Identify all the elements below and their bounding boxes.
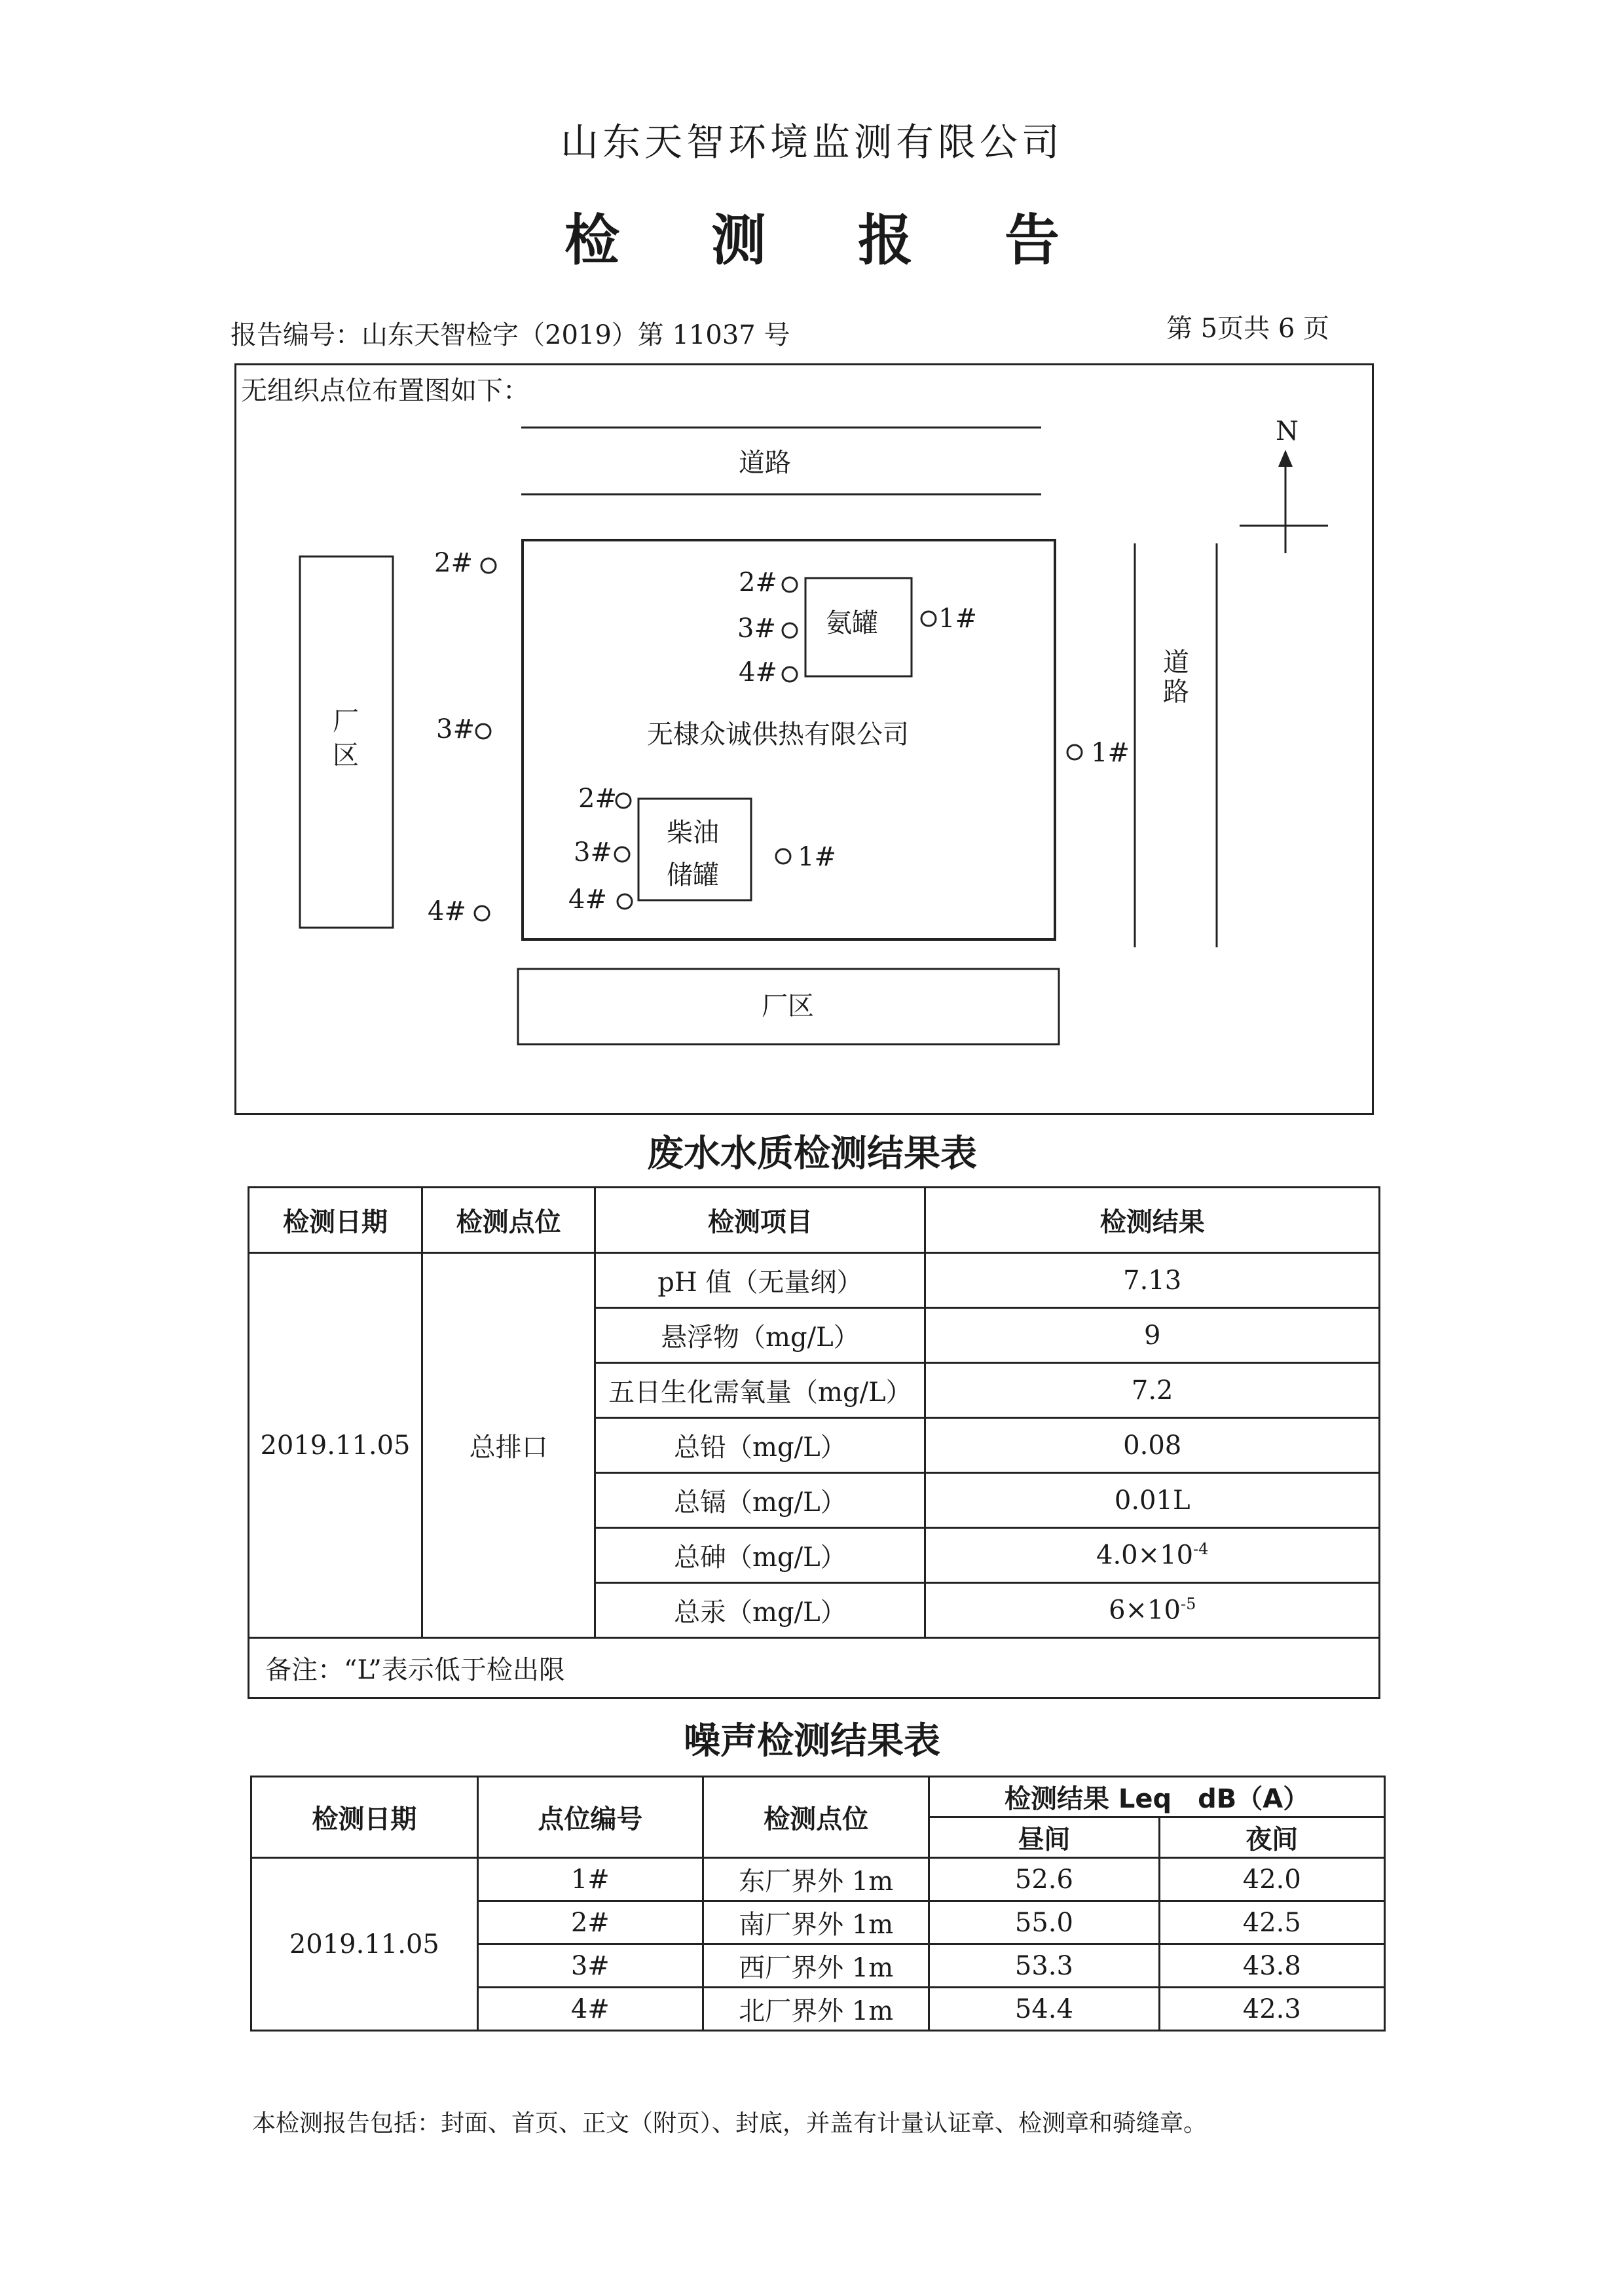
point-site: 北厂界外 1m — [703, 1988, 929, 2031]
title-char: 检 — [564, 208, 619, 272]
point-label: 3# — [574, 837, 612, 867]
ammonia-tank-label: 氨罐 — [826, 608, 878, 638]
sampling-point-icon — [776, 849, 790, 864]
test-item: 总汞（mg/L） — [595, 1583, 925, 1638]
exponent: -5 — [1180, 1595, 1196, 1614]
night-value: 43.8 — [1159, 1944, 1384, 1988]
point-label: 4# — [739, 657, 777, 687]
point-no: 2# — [477, 1901, 703, 1944]
test-item: pH 值（无量纲） — [595, 1253, 925, 1308]
point-no: 3# — [477, 1944, 703, 1988]
sampling-point-icon — [921, 611, 936, 626]
sampling-point-icon — [1067, 745, 1082, 759]
sampling-point-icon — [481, 558, 496, 573]
day-value: 53.3 — [929, 1944, 1159, 1988]
sampling-point-icon — [475, 906, 489, 920]
point-site: 南厂界外 1m — [703, 1901, 929, 1944]
test-item: 总砷（mg/L） — [595, 1528, 925, 1583]
report-title — [0, 196, 1624, 276]
test-result: $6\times 10^{-5}$ — [925, 1583, 1380, 1638]
col-header: 检测点位 — [422, 1188, 595, 1253]
sampling-point-icon — [615, 847, 629, 862]
title-char: 测 — [710, 208, 766, 272]
factory-label-west: 厂 — [333, 706, 359, 737]
sampling-point-icon — [618, 894, 632, 909]
factory-label-south: 厂区 — [762, 991, 814, 1021]
col-header-day: 昼间 — [929, 1817, 1159, 1858]
point-label: 3# — [436, 714, 475, 744]
test-item: 五日生化需氧量（mg/L） — [595, 1363, 925, 1418]
test-result: 9 — [925, 1308, 1380, 1363]
sample-date: 2019.11.05 — [251, 1858, 478, 2031]
north-arrowhead-icon — [1278, 450, 1293, 467]
page-number: 第 5页共 6 页 — [1166, 314, 1329, 344]
night-value: 42.3 — [1159, 1988, 1384, 2031]
test-item: 总镉（mg/L） — [595, 1473, 925, 1528]
company-label: 无棣众诚供热有限公司 — [647, 720, 909, 750]
test-result: $4.0\times 10^{-4}$ — [925, 1528, 1380, 1583]
road-top-label: 道路 — [739, 448, 791, 478]
sample-site: 总排口 — [422, 1253, 595, 1638]
diagram-caption: 无组织点位布置图如下： — [241, 376, 529, 406]
sampling-point-icon — [783, 577, 797, 592]
point-site: 东厂界外 1m — [703, 1858, 929, 1901]
point-label: 4# — [568, 884, 607, 915]
point-label: 4# — [428, 896, 466, 926]
col-header: 检测点位 — [703, 1777, 929, 1858]
sample-date: 2019.11.05 — [249, 1253, 422, 1638]
site-layout-diagram — [234, 363, 1374, 1115]
sampling-point-icon — [783, 667, 797, 682]
footer-note: 本检测报告包括：封面、首页、正文（附页）、封底，并盖有计量认证章、检测章和骑缝章。 — [252, 2110, 1208, 2137]
diesel-tank-label: 柴油 — [667, 818, 719, 848]
col-header: 检测日期 — [251, 1777, 478, 1858]
exponent: -4 — [1193, 1540, 1209, 1559]
col-header: 检测结果 — [925, 1188, 1380, 1253]
noise-table-title: 噪声检测结果表 — [684, 1720, 940, 1762]
point-label: 2# — [434, 548, 473, 578]
title-char: 报 — [858, 208, 913, 272]
company-name: 山东天智环境监测有限公司 — [560, 120, 1063, 164]
report-number: 报告编号：山东天智检字（2019）第 11037 号 — [231, 320, 790, 350]
point-label: 2# — [578, 784, 617, 814]
point-label: 3# — [737, 613, 776, 644]
point-label: 1# — [938, 604, 977, 634]
test-result: 0.01L — [925, 1473, 1380, 1528]
col-header: 点位编号 — [477, 1777, 703, 1858]
point-label: 1# — [1091, 738, 1130, 768]
test-item: 总铅（mg/L） — [595, 1418, 925, 1473]
col-header: 检测日期 — [249, 1188, 422, 1253]
sampling-point-icon — [783, 623, 797, 638]
svg-text:路: 路 — [1163, 677, 1189, 707]
test-result: 7.13 — [925, 1253, 1380, 1308]
col-header-night: 夜间 — [1159, 1817, 1384, 1858]
night-value: 42.0 — [1159, 1858, 1384, 1901]
remark: 备注：“L”表示低于检出限 — [249, 1638, 1380, 1698]
day-value: 52.6 — [929, 1858, 1159, 1901]
point-site: 西厂界外 1m — [703, 1944, 929, 1988]
road-right-label: 道 — [1163, 647, 1189, 678]
day-value: 55.0 — [929, 1901, 1159, 1944]
point-label: 2# — [739, 568, 777, 598]
sampling-point-icon — [476, 724, 490, 738]
sampling-point-icon — [616, 793, 631, 808]
test-result: 7.2 — [925, 1363, 1380, 1418]
svg-text:储罐: 储罐 — [667, 860, 719, 890]
night-value: 42.5 — [1159, 1901, 1384, 1944]
wastewater-table-title: 废水水质检测结果表 — [647, 1133, 977, 1175]
noise-table — [250, 1776, 1386, 2032]
svg-text:区: 区 — [333, 740, 359, 771]
test-item: 悬浮物（mg/L） — [595, 1308, 925, 1363]
point-no: 1# — [477, 1858, 703, 1901]
col-header: 检测项目 — [595, 1188, 925, 1253]
day-value: 54.4 — [929, 1988, 1159, 2031]
title-char: 告 — [1005, 208, 1060, 272]
test-result: 0.08 — [925, 1418, 1380, 1473]
north-label: N — [1276, 416, 1299, 446]
point-no: 4# — [477, 1988, 703, 2031]
wastewater-table — [248, 1186, 1380, 1699]
col-header: 检测结果 Leq dB（A） — [929, 1777, 1385, 1817]
point-label: 1# — [798, 842, 836, 872]
